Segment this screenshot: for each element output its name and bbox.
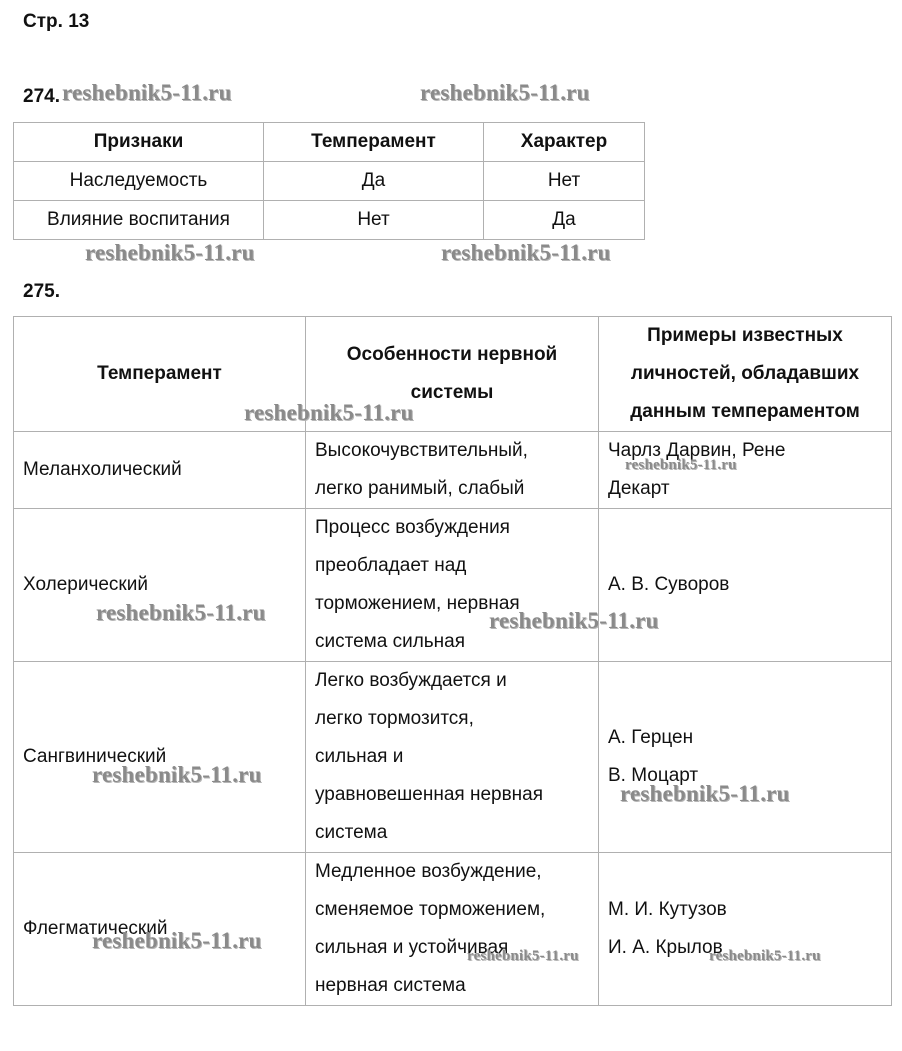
table-row	[14, 201, 645, 240]
table-row	[14, 509, 892, 662]
task-274-number: 274.	[23, 86, 60, 107]
examples-cell	[599, 853, 892, 1006]
text-line: Медленное возбуждение,	[315, 861, 542, 882]
task-274-table	[13, 122, 645, 240]
cell: Нет	[484, 162, 645, 201]
watermark: reshebnik5-11.ru	[96, 600, 266, 625]
text-line: легко тормозится,	[315, 708, 474, 729]
nervous-system-cell	[306, 853, 599, 1006]
text-line: сильная и	[315, 746, 404, 767]
watermark: reshebnik5-11.ru	[709, 948, 821, 964]
temperament-cell: Холерический	[14, 509, 306, 662]
text-line: уравновешенная нервная	[315, 784, 544, 805]
watermark: reshebnik5-11.ru	[489, 608, 659, 633]
header-nervous-system: Особенности нервной системы	[306, 317, 599, 432]
text-line: нервная система	[315, 975, 466, 996]
text-line: торможением, нервная	[315, 593, 520, 614]
temperament-cell: Флегматический	[14, 853, 306, 1006]
temperament-cell: Меланхолический	[14, 432, 306, 509]
header-temperament: Темперамент	[264, 123, 484, 162]
nervous-system-cell	[306, 662, 599, 853]
watermark: reshebnik5-11.ru	[85, 240, 255, 265]
header-priznaki: Признаки	[14, 123, 264, 162]
table-row	[14, 432, 892, 509]
watermark: reshebnik5-11.ru	[244, 400, 414, 425]
cell: Да	[264, 162, 484, 201]
cell: Нет	[264, 201, 484, 240]
cell: Наследуемость	[14, 162, 264, 201]
text-line: система	[315, 822, 388, 843]
header-examples: Примеры известных личностей, обладавших данным темпераментом	[599, 317, 892, 432]
table-row	[14, 162, 645, 201]
text-line: Легко возбуждается и	[315, 670, 507, 691]
header-temperament: Темперамент	[14, 317, 306, 432]
table-row	[14, 853, 892, 1006]
examples-cell	[599, 432, 892, 509]
header-kharakter: Характер	[484, 123, 645, 162]
text-line: Высокочувствительный,	[315, 440, 528, 461]
text-line: Процесс возбуждения	[315, 517, 510, 538]
examples-cell	[599, 662, 892, 853]
text-line: сильная и устойчивая	[315, 937, 509, 958]
table-row	[14, 662, 892, 853]
watermark: reshebnik5-11.ru	[467, 948, 579, 964]
watermark: reshebnik5-11.ru	[620, 781, 790, 806]
table-header-row	[14, 317, 892, 432]
watermark: reshebnik5-11.ru	[92, 762, 262, 787]
text-line: система сильная	[315, 631, 466, 652]
cell: Да	[484, 201, 645, 240]
examples-cell	[599, 509, 892, 662]
task-275-number: 275.	[23, 281, 60, 302]
text-line: И. А. Крылов	[608, 937, 723, 958]
text-line: Декарт	[608, 478, 670, 499]
watermark: reshebnik5-11.ru	[92, 928, 262, 953]
text-line: легко ранимый, слабый	[315, 478, 525, 499]
text-line: А. Герцен	[608, 727, 694, 748]
nervous-system-cell	[306, 509, 599, 662]
nervous-system-cell	[306, 432, 599, 509]
text-line: В. Моцарт	[608, 765, 699, 786]
text-line: сменяемое торможением,	[315, 899, 546, 920]
text-line: А. В. Суворов	[608, 574, 730, 595]
text-line: М. И. Кутузов	[608, 899, 727, 920]
cell: Влияние воспитания	[14, 201, 264, 240]
temperament-cell: Сангвинический	[14, 662, 306, 853]
watermark: reshebnik5-11.ru	[441, 240, 611, 265]
page-title: Стр. 13	[23, 11, 90, 32]
table-header-row	[14, 123, 645, 162]
watermark: reshebnik5-11.ru	[625, 457, 737, 473]
text-line: Чарлз Дарвин, Рене	[608, 440, 786, 461]
task-275-table	[13, 316, 892, 1006]
watermark: reshebnik5-11.ru	[62, 80, 232, 105]
watermark: reshebnik5-11.ru	[420, 80, 590, 105]
text-line: преобладает над	[315, 555, 467, 576]
